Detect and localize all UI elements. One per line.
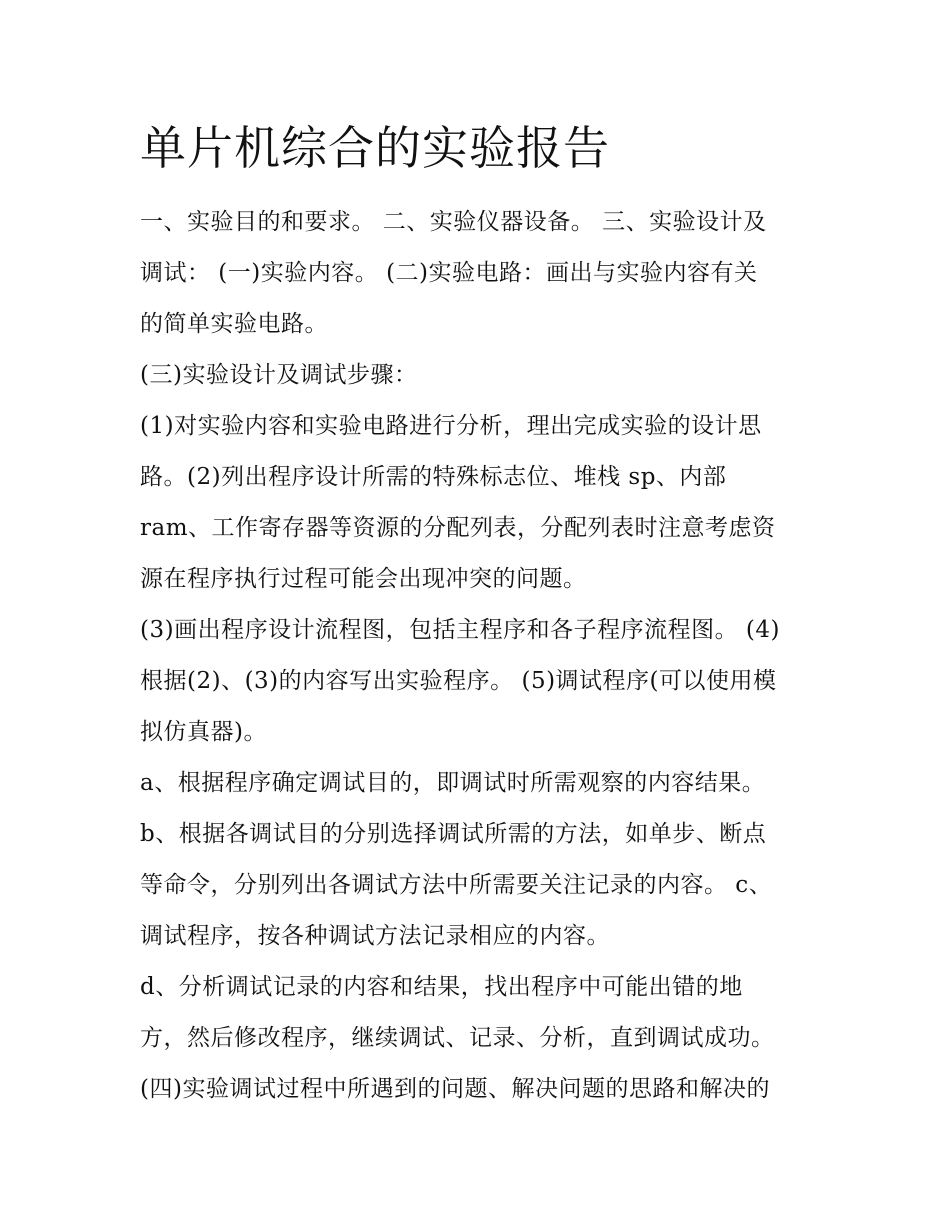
body-line: (1)对实验内容和实验电路进行分析，理出完成实验的设计思 (140, 413, 762, 439)
body-line: 方，然后修改程序，继续调试、记录、分析，直到调试成功。 (140, 1025, 775, 1051)
body-line: 根据(2)、(3)的内容写出实验程序。 (5)调试程序(可以使用模 (140, 668, 777, 694)
body-line: (四)实验调试过程中所遇到的问题、解决问题的思路和解决的 (140, 1076, 770, 1102)
body-line: 的简单实验电路。 (140, 311, 328, 337)
body-line: 一、实验目的和要求。 二、实验仪器设备。 三、实验设计及 (140, 209, 767, 235)
body-line: 拟仿真器)。 (140, 719, 267, 745)
body-line: 源在程序执行过程可能会出现冲突的问题。 (140, 566, 587, 592)
body-line: ram、工作寄存器等资源的分配列表，分配列表时注意考虑资 (140, 515, 776, 541)
body-line: (3)画出程序设计流程图，包括主程序和各子程序流程图。 (4) (140, 617, 780, 643)
body-line: 调试： (一)实验内容。 (二)实验电路：画出与实验内容有关 (140, 260, 758, 286)
body-line: a、根据程序确定调试目的，即调试时所需观察的内容结果。 (140, 770, 766, 796)
body-line: d、分析调试记录的内容和结果，找出程序中可能出错的地 (140, 974, 743, 1000)
body-line: 路。(2)列出程序设计所需的特殊标志位、堆栈 sp、内部 (140, 464, 727, 490)
document-title: 单片机综合的实验报告 (140, 121, 610, 175)
body-line: (三)实验设计及调试步骤： (140, 362, 418, 388)
body-line: 等命令，分别列出各调试方法中所需要关注记录的内容。 c、 (140, 872, 773, 898)
body-line: 调试程序，按各种调试方法记录相应的内容。 (140, 923, 610, 949)
body-line: b、根据各调试目的分别选择调试所需的方法，如单步、断点 (140, 821, 767, 847)
